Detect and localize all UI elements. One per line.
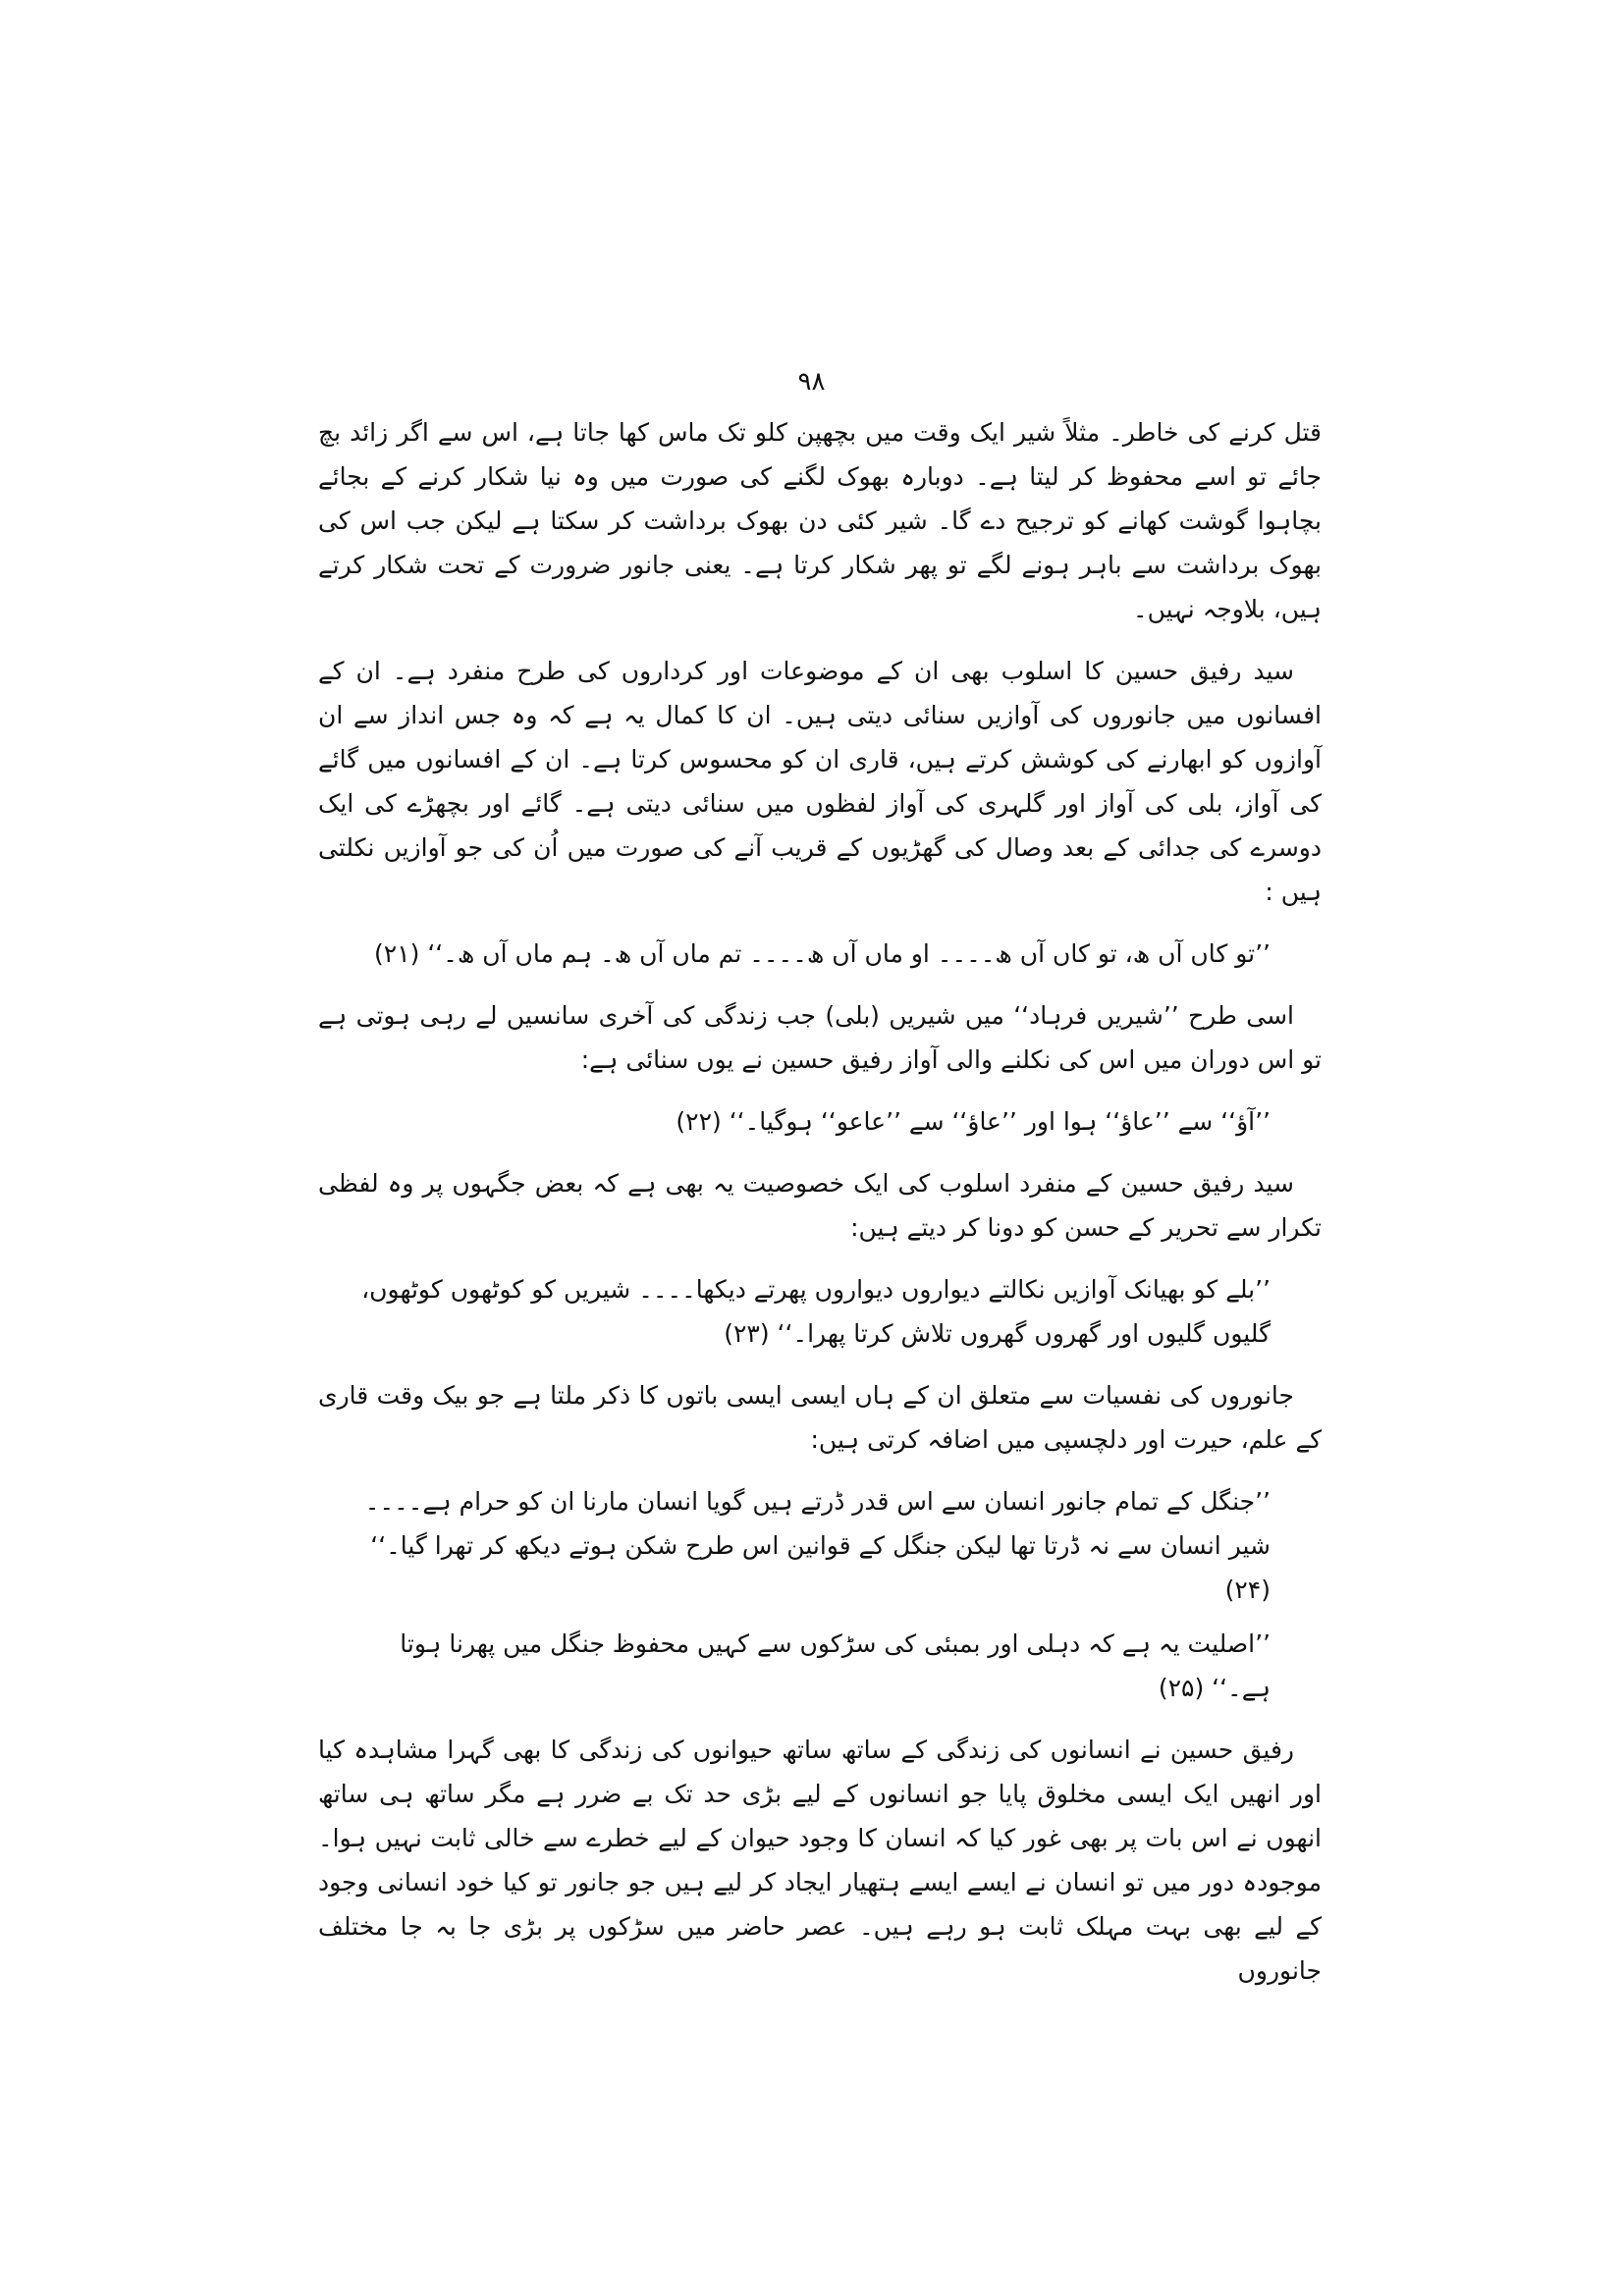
body-paragraph: سید رفیق حسین کے منفرد اسلوب کی ایک خصوصیت یہ بھی ہے کہ بعض جگہوں پر وہ لفظی تکرار سے تحریر کے حسن کو دونا کر دیتے ہیں: (318, 1169, 1322, 1242)
page-number: ۹۸ (797, 367, 826, 397)
block-quote: ’’تو کاں آں ھ، تو کاں آں ھ۔۔۔۔ او ماں آں ھ۔۔۔۔ تم ماں آں ھ۔ ہم ماں آں ھ۔‘‘ (۲۱) (374, 939, 1271, 968)
block-quote: ’’اصلیت یہ ہے کہ دہلی اور بمبئی کی سڑکوں سے کہیں محفوظ جنگل میں پھرنا ہوتا ہے۔‘‘ (۲۵) (400, 1629, 1271, 1702)
block-quote: ’’آؤ‘‘ سے ’’عاؤ‘‘ ہوا اور ’’عاؤ‘‘ سے ’’عاعو‘‘ ہوگیا۔‘‘ (۲۲) (676, 1107, 1271, 1136)
body-paragraph: قتل کرنے کی خاطر۔ مثلاً شیر ایک وقت میں بچھپن کلو تک ماس کھا جاتا ہے، اس سے اگر زائد بچ جائے تو اسے محفوظ کر لیتا ہے۔ دوبارہ بھوک لگنے کی صورت میں وہ نیا شکار کرنے کے بجائے بچاہوا گوشت کھانے کو ترجیح دے گا۔ شیر کئی دن بھوک برداشت کر سکتا ہے لیکن جب اس کی بھوک برداشت سے باہر ہونے لگے تو پھر شکار کرتا ہے۔ یعنی جانور ضرورت کے تحت شکار کرتے ہیں، بلاوجہ نہیں۔ (318, 418, 1323, 623)
body-paragraph: سید رفیق حسین کا اسلوب بھی ان کے موضوعات اور کرداروں کی طرح منفرد ہے۔ ان کے افسانوں میں جانوروں کی آوازیں سنائی دیتی ہیں۔ ان کا کمال یہ ہے کہ وہ جس انداز سے ان آوازوں کو ابھارنے کی کوشش کرتے ہیں، قاری ان کو محسوس کرتا ہے۔ ان کے افسانوں میں گائے کی آواز، بلی کی آواز اور گلہری کی آواز لفظوں میں سنائی دیتی ہے۔ گائے اور بچھڑے کی ایک دوسرے کی جدائی کے بعد وصال کی گھڑیوں کے قریب آنے کی صورت میں اُن کی جو آوازیں نکلتی ہیں : (318, 657, 1322, 906)
block-quote: ’’جنگل کے تمام جانور انسان سے اس قدر ڈرتے ہیں گویا انسان مارنا ان کو حرام ہے۔۔۔۔ شیر انسان سے نہ ڈرتا تھا لیکن جنگل کے قوانین اس طرح شکن ہوتے دیکھ کر تھرا گیا۔‘‘ (۲۴) (364, 1487, 1271, 1604)
body-paragraph: رفیق حسین نے انسانوں کی زندگی کے ساتھ ساتھ حیوانوں کی زندگی کا بھی گہرا مشاہدہ کیا اور انھیں ایک ایسی مخلوق پایا جو انسانوں کے لیے بڑی حد تک بے ضرر ہے مگر ساتھ ہی ساتھ انھوں نے اس بات پر بھی غور کیا کہ انسان کا وجود حیوان کے لیے خطرے سے خالی ثابت نہیں ہوا۔ موجودہ دور میں تو انسان نے ایسے ایسے ہتھیار ایجاد کر لیے ہیں جو جانور تو کیا خود انسانی وجود کے لیے بھی بہت مہلک ثابت ہو رہے ہیں۔ عصر حاضر میں سڑکوں پر بڑی جا بہ جا مختلف جانوروں (318, 1735, 1322, 1985)
body-paragraph: اسی طرح ’’شیریں فرہاد‘‘ میں شیریں (بلی) جب زندگی کی آخری سانسیں لے رہی ہوتی ہے تو اس دوران میں اس کی نکلنے والی آواز رفیق حسین نے یوں سنائی ہے: (318, 1001, 1322, 1074)
block-quote: ’’بلے کو بھیانک آوازیں نکالتے دیواروں دیواروں پھرتے دیکھا۔۔۔۔ شیریں کو کوٹھوں کوٹھوں، گلیوں گلیوں اور گھروں گھروں تلاش کرتا پھرا۔‘‘ (۲۳) (361, 1275, 1271, 1348)
body-paragraph: جانوروں کی نفسیات سے متعلق ان کے ہاں ایسی ایسی باتوں کا ذکر ملتا ہے جو بیک وقت قاری کے علم، حیرت اور دلچسپی میں اضافہ کرتی ہیں: (318, 1381, 1322, 1454)
page-body (318, 410, 1322, 2010)
